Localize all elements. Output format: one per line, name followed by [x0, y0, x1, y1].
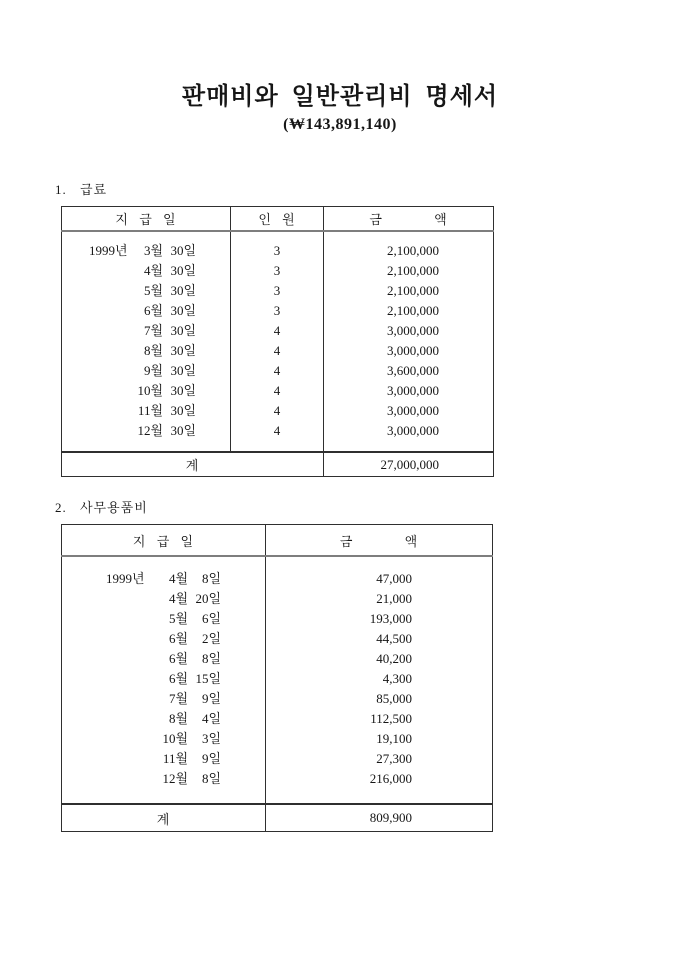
- date-day: 9일: [201, 691, 221, 706]
- table-body: [62, 556, 493, 804]
- date-day: 30일: [170, 263, 196, 278]
- table-row: [62, 729, 493, 749]
- column-header: 인 원: [231, 207, 324, 232]
- date-day: 15일: [195, 671, 221, 686]
- date-day: 8일: [201, 571, 221, 586]
- table-row: [62, 629, 493, 649]
- date-year: 1999년: [89, 243, 128, 258]
- amount-cell: 19,100: [266, 729, 493, 749]
- date-day: 30일: [170, 283, 196, 298]
- date-day: 6일: [201, 611, 221, 626]
- table-row: [62, 341, 494, 361]
- table-row: [62, 769, 493, 804]
- date-cell: [62, 341, 231, 361]
- headcount-cell: 4: [231, 381, 324, 401]
- date-month: 4월: [168, 591, 188, 606]
- date-month: 10월: [137, 383, 163, 398]
- table-row: [62, 749, 493, 769]
- amount-cell: 3,000,000: [324, 401, 494, 421]
- date-month: 6월: [168, 631, 188, 646]
- table-footer: [62, 804, 493, 832]
- table-row: [62, 301, 494, 321]
- section-heading-office-supplies: 2. 사무용품비: [55, 500, 148, 515]
- amount-cell: 112,500: [266, 709, 493, 729]
- total-row: [62, 452, 494, 477]
- amount-cell: 85,000: [266, 689, 493, 709]
- date-cell: [62, 729, 266, 749]
- headcount-cell: 4: [231, 421, 324, 452]
- date-cell: [62, 361, 231, 381]
- date-cell: [62, 669, 266, 689]
- table-row: [62, 231, 494, 261]
- table-row: [62, 381, 494, 401]
- column-header: 지 급 일: [62, 207, 231, 232]
- date-month: 3월: [143, 243, 163, 258]
- column-header: 금 액: [266, 525, 493, 557]
- date-day: 30일: [170, 383, 196, 398]
- headcount-cell: 3: [231, 281, 324, 301]
- headcount-cell: 3: [231, 231, 324, 261]
- date-month: 12월: [137, 423, 163, 438]
- date-cell: [62, 649, 266, 669]
- date-cell: [62, 281, 231, 301]
- date-month: 6월: [168, 651, 188, 666]
- date-day: 9일: [201, 751, 221, 766]
- amount-cell: 3,000,000: [324, 341, 494, 361]
- date-month: 9월: [143, 363, 163, 378]
- date-month: 12월: [162, 771, 188, 786]
- date-month: 4월: [143, 263, 163, 278]
- header-row: [62, 525, 493, 557]
- amount-cell: 27,300: [266, 749, 493, 769]
- amount-cell: 3,000,000: [324, 421, 494, 452]
- date-day: 30일: [170, 363, 196, 378]
- date-day: 30일: [170, 343, 196, 358]
- amount-cell: 40,200: [266, 649, 493, 669]
- date-cell: [62, 401, 231, 421]
- table-row: [62, 709, 493, 729]
- date-year: 1999년: [106, 571, 145, 586]
- date-day: 30일: [170, 243, 196, 258]
- date-month: 6월: [143, 303, 163, 318]
- date-cell: [62, 769, 266, 804]
- table-row: [62, 421, 494, 452]
- date-cell: [62, 261, 231, 281]
- date-cell: [62, 381, 231, 401]
- date-cell: [62, 629, 266, 649]
- amount-cell: 193,000: [266, 609, 493, 629]
- date-day: 30일: [170, 303, 196, 318]
- date-month: 11월: [137, 403, 163, 418]
- headcount-cell: 4: [231, 401, 324, 421]
- headcount-cell: 3: [231, 301, 324, 321]
- date-cell: [62, 749, 266, 769]
- document-total-amount: (₩143,891,140): [283, 116, 397, 133]
- table-header: [62, 525, 493, 557]
- date-day: 4일: [201, 711, 221, 726]
- date-day: 3일: [201, 731, 221, 746]
- date-day: 2일: [201, 631, 221, 646]
- office-supplies-table-container: [61, 524, 493, 832]
- document-title: 판매비와 일반관리비 명세서: [181, 84, 499, 110]
- date-month: 10월: [162, 731, 188, 746]
- amount-cell: 3,000,000: [324, 321, 494, 341]
- table-row: [62, 609, 493, 629]
- date-cell: [62, 301, 231, 321]
- total-amount-cell: 809,900: [266, 804, 493, 832]
- date-cell: [62, 231, 231, 261]
- table-row: [62, 689, 493, 709]
- amount-cell: 2,100,000: [324, 231, 494, 261]
- amount-cell: 3,600,000: [324, 361, 494, 381]
- table-row: [62, 669, 493, 689]
- date-cell: [62, 556, 266, 589]
- office-supplies-table: [61, 524, 493, 832]
- table-row: [62, 401, 494, 421]
- date-cell: [62, 709, 266, 729]
- date-day: 30일: [170, 423, 196, 438]
- headcount-cell: 4: [231, 361, 324, 381]
- date-cell: [62, 689, 266, 709]
- headcount-cell: 4: [231, 341, 324, 361]
- date-day: 30일: [170, 403, 196, 418]
- table-row: [62, 321, 494, 341]
- table-row: [62, 649, 493, 669]
- table-body: [62, 231, 494, 452]
- table-row: [62, 556, 493, 589]
- total-label-cell: 계: [62, 804, 266, 832]
- date-month: 7월: [143, 323, 163, 338]
- table-footer: [62, 452, 494, 477]
- salary-table: [61, 206, 494, 477]
- date-cell: [62, 421, 231, 452]
- date-month: 6월: [168, 671, 188, 686]
- date-month: 7월: [168, 691, 188, 706]
- header-row: [62, 207, 494, 232]
- headcount-cell: 4: [231, 321, 324, 341]
- column-header: 지 급 일: [62, 525, 266, 557]
- table-row: [62, 281, 494, 301]
- date-month: 8월: [168, 711, 188, 726]
- table-header: [62, 207, 494, 232]
- section-heading-salary: 1. 급료: [55, 182, 108, 197]
- date-cell: [62, 589, 266, 609]
- date-day: 8일: [201, 771, 221, 786]
- amount-cell: 2,100,000: [324, 261, 494, 281]
- amount-cell: 21,000: [266, 589, 493, 609]
- table-row: [62, 261, 494, 281]
- salary-table-container: [61, 206, 494, 477]
- column-header: 금 액: [324, 207, 494, 232]
- date-day: 8일: [201, 651, 221, 666]
- table-row: [62, 589, 493, 609]
- amount-cell: 3,000,000: [324, 381, 494, 401]
- total-label-cell: 계: [62, 452, 324, 477]
- date-month: 8월: [143, 343, 163, 358]
- date-day: 20일: [195, 591, 221, 606]
- amount-cell: 44,500: [266, 629, 493, 649]
- amount-cell: 216,000: [266, 769, 493, 804]
- total-amount-cell: 27,000,000: [324, 452, 494, 477]
- date-cell: [62, 609, 266, 629]
- date-month: 5월: [143, 283, 163, 298]
- amount-cell: 47,000: [266, 556, 493, 589]
- amount-cell: 2,100,000: [324, 281, 494, 301]
- total-row: [62, 804, 493, 832]
- date-cell: [62, 321, 231, 341]
- date-month: 11월: [162, 751, 188, 766]
- date-month: 4월: [168, 571, 188, 586]
- amount-cell: 4,300: [266, 669, 493, 689]
- headcount-cell: 3: [231, 261, 324, 281]
- amount-cell: 2,100,000: [324, 301, 494, 321]
- date-month: 5월: [168, 611, 188, 626]
- table-row: [62, 361, 494, 381]
- date-day: 30일: [170, 323, 196, 338]
